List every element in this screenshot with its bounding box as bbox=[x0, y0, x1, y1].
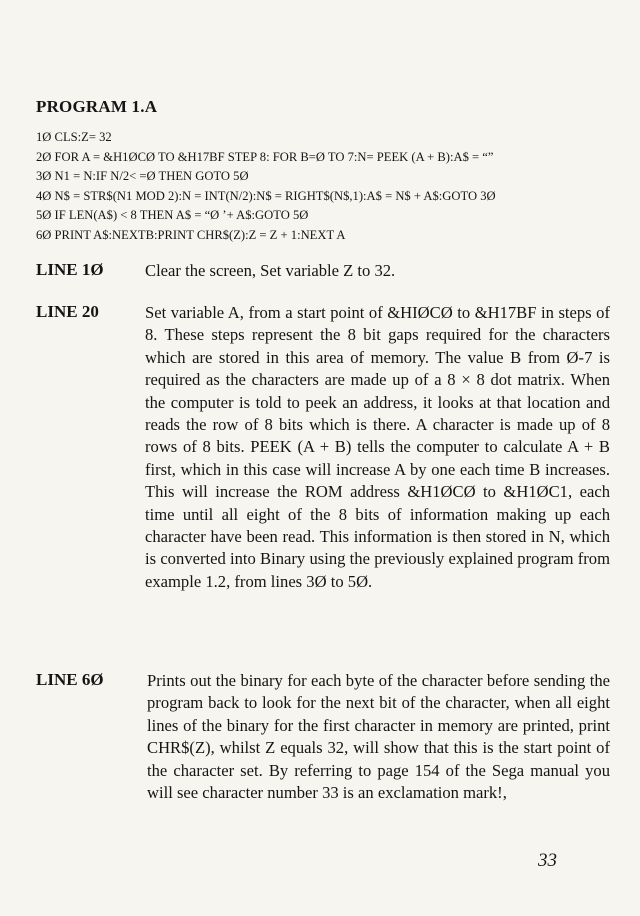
code-line: 3Ø N1 = N:IF N/2< =Ø THEN GOTO 5Ø bbox=[36, 169, 249, 184]
code-line: 4Ø N$ = STR$(N1 MOD 2):N = INT(N/2):N$ = RIGHT$(N$,1):A$ = N$ + A$:GOTO 3Ø bbox=[36, 188, 496, 203]
program-title: PROGRAM 1.A bbox=[36, 97, 158, 116]
explanation-label: LINE 20 bbox=[36, 302, 99, 321]
explanation-text: Clear the screen, Set variable Z to 32. bbox=[145, 261, 396, 280]
explanation-line-10 bbox=[36, 260, 610, 282]
explanation-label: LINE 1Ø bbox=[36, 260, 104, 279]
code-line: 1Ø CLS:Z= 32 bbox=[36, 130, 112, 144]
explanation-text: Prints out the binary for each byte of the character before sending the program back to look for the next bit of the character, when all eight lines of the binary for the first character in memory are printed, print CHR$(Z), whilst Z equals 32, will show that this is the start point of the character set. By referring to page 154 of the Sega manual you will see character number 33 is an exclamation mark!, bbox=[147, 671, 610, 803]
page-number: 33 bbox=[538, 850, 557, 871]
explanation-label: LINE 6Ø bbox=[36, 670, 104, 689]
code-line: 5Ø IF LEN(A$) < 8 THEN A$ = “Ø ’+ A$:GOTO 5Ø bbox=[36, 208, 309, 223]
explanation-line-60 bbox=[36, 670, 610, 804]
explanation-line-20 bbox=[36, 302, 610, 593]
explanation-text: Set variable A, from a start point of &HIØCØ to &H17BF in steps of 8. These steps represent the 8 bit gaps required for the characters which are stored in this area of memory. The value B from Ø-7 is required as the characters are made up of a 8 × 8 dot matrix. When the computer is told to peek an address, it looks at that location and reads the row of 8 bits which is there. A character is made up of 8 rows of 8 bits. PEEK (A + B) tells the computer to calculate A + B first, which in this case will increase A by one each time B increases. This will increase the ROM address &H1ØCØ to &H1ØC1, each time until all eight of the 8 bits of information making up each character have been read. This information is then stored in N, which is converted into Binary using the previously explained program from example 1.2, from lines 3Ø to 5Ø. bbox=[145, 303, 610, 591]
code-line: 2Ø FOR A = &H1ØCØ TO &H17BF STEP 8: FOR B=Ø TO 7:N= PEEK (A + B):A$ = “” bbox=[36, 149, 494, 164]
program-listing bbox=[36, 128, 616, 246]
code-line: 6Ø PRINT A$:NEXTB:PRINT CHR$(Z):Z = Z + 1:NEXT A bbox=[36, 227, 346, 242]
